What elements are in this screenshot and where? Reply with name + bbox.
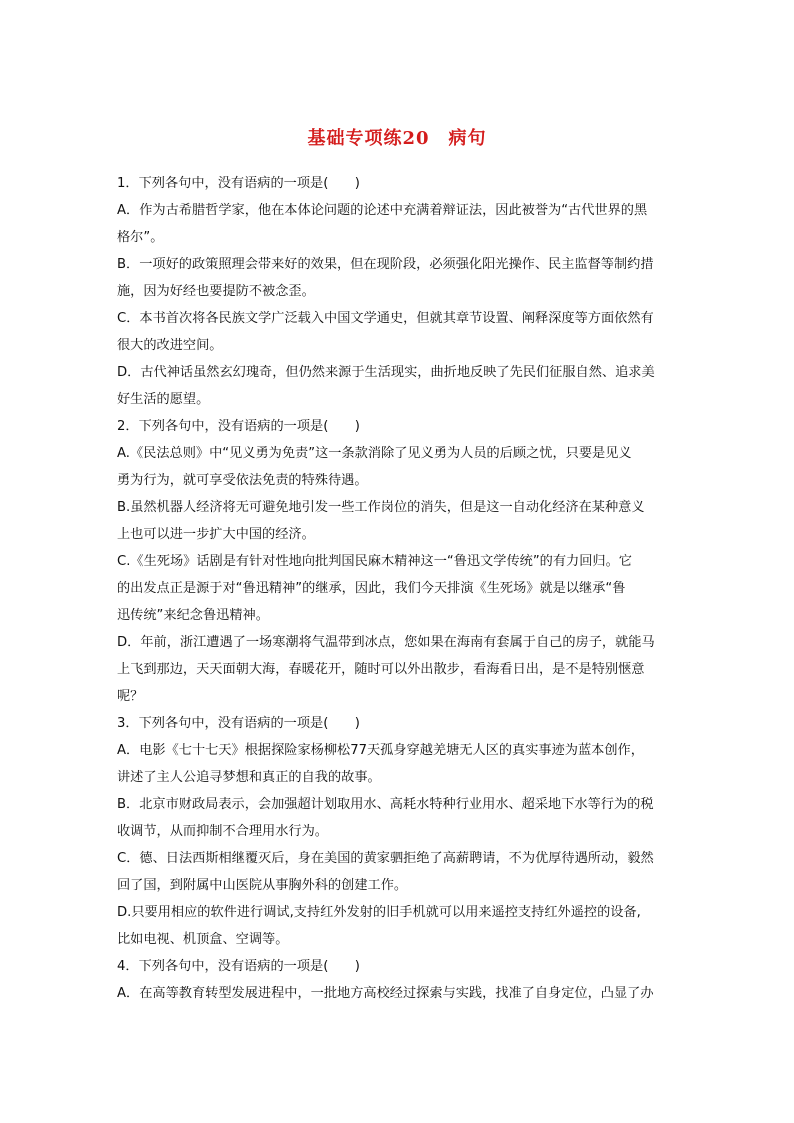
option-line: B．一项好的政策照理会带来好的效果，但在现阶段，必须强化阳光操作、民主监督等制约措 [117, 257, 654, 272]
question-3 [117, 710, 679, 953]
option-c [117, 305, 679, 359]
option-a [117, 440, 679, 494]
question-2 [117, 413, 679, 710]
option-line: 施，因为好经也要提防不被念歪。 [117, 284, 315, 299]
option-line: 迅传统”来纪念鲁迅精神。 [117, 608, 269, 623]
option-line: 讲述了主人公追寻梦想和真正的自我的故事。 [117, 770, 381, 785]
option-b [117, 791, 679, 845]
document-title: 基础专项练20 病句 [307, 128, 487, 149]
option-line: 回了国，到附属中山医院从事胸外科的创建工作。 [117, 878, 408, 893]
option-line: C.《生死场》话剧是有针对性地向批判国民麻木精神这一“鲁迅文学传统”的有力回归。它 [117, 554, 632, 569]
document-body [117, 170, 679, 1007]
option-a [117, 737, 679, 791]
option-line: 格尔”。 [117, 230, 164, 245]
question-1 [117, 170, 679, 413]
option-line: B．北京市财政局表示，会加强超计划取用水、高耗水特种行业用水、超采地下水等行为的税 [117, 797, 654, 812]
option-line: C．本书首次将各民族文学广泛载入中国文学通史，但就其章节设置、阐释深度等方面依然有 [117, 311, 654, 326]
option-d [117, 899, 679, 953]
option-line: A．在高等教育转型发展进程中，一批地方高校经过探索与实践，找准了自身定位，凸显了办 [117, 986, 654, 1001]
option-line: 勇为行为，就可享受依法免责的特殊待遇。 [117, 473, 368, 488]
option-a [117, 197, 679, 251]
option-line: D．古代神话虽然玄幻瑰奇，但仍然来源于生活现实，曲折地反映了先民们征服自然、追求美 [117, 365, 655, 380]
question-stem: 3．下列各句中，没有语病的一项是( ) [117, 716, 360, 731]
question-4 [117, 953, 679, 1007]
option-line: 呢？ [117, 689, 144, 704]
question-stem: 4．下列各句中，没有语病的一项是( ) [117, 959, 360, 974]
option-line: 上飞到那边，天天面朝大海，春暖花开，随时可以外出散步，看海看日出，是不是特别惬意 [117, 662, 645, 677]
option-d [117, 629, 679, 710]
option-line: A．作为古希腊哲学家，他在本体论问题的论述中充满着辩证法，因此被誉为“古代世界的黑 [117, 203, 648, 218]
option-c [117, 548, 679, 629]
option-line: C．德、日法西斯相继覆灭后，身在美国的黄家驷拒绝了高薪聘请，不为优厚待遇所动，毅然 [117, 851, 654, 866]
option-b [117, 251, 679, 305]
option-d [117, 359, 679, 413]
option-line: D．年前，浙江遭遇了一场寒潮将气温带到冰点，您如果在海南有套属于自己的房子，就能马 [117, 635, 655, 650]
question-stem: 2．下列各句中，没有语病的一项是( ) [117, 419, 360, 434]
option-a [117, 980, 679, 1007]
option-line: 上也可以进一步扩大中国的经济。 [117, 527, 315, 542]
option-b [117, 494, 679, 548]
option-line: 很大的改进空间。 [117, 338, 223, 353]
option-line: 好生活的愿望。 [117, 392, 210, 407]
option-line: B.虽然机器人经济将无可避免地引发一些工作岗位的消失，但是这一自动化经济在某种意义 [117, 500, 645, 515]
option-c [117, 845, 679, 899]
option-line: 的出发点正是源于对“鲁迅精神”的继承，因此，我们今天排演《生死场》就是以继承“鲁 [117, 581, 626, 596]
option-line: A．电影《七十七天》根据探险家杨柳松77天孤身穿越羌塘无人区的真实事迹为蓝本创作， [117, 743, 644, 758]
option-line: 收调节，从而抑制不合理用水行为。 [117, 824, 328, 839]
option-line: 比如电视、机顶盒、空调等。 [117, 932, 289, 947]
option-line: A.《民法总则》中“见义勇为免责”这一条款消除了见义勇为人员的后顾之忧，只要是见义 [117, 446, 632, 461]
option-line: D.只要用相应的软件进行调试,支持红外发射的旧手机就可以用来遥控支持红外遥控的设备, [117, 905, 641, 920]
question-stem: 1．下列各句中，没有语病的一项是( ) [117, 176, 360, 191]
